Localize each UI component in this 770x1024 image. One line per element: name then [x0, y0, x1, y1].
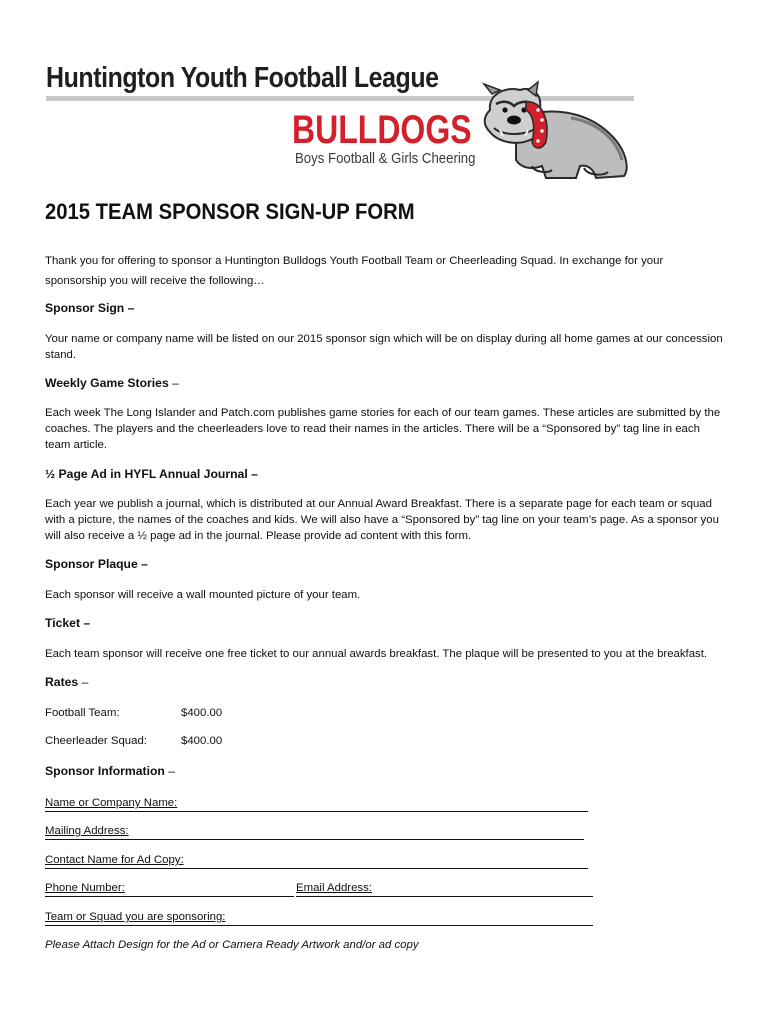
- section-heading-ticket: Ticket –: [45, 616, 91, 630]
- phone-field-label: Phone Number:: [45, 882, 125, 894]
- heading-text: Rates: [45, 675, 79, 689]
- rate-value-cheer: $400.00: [181, 735, 223, 747]
- team-squad-field[interactable]: [45, 910, 593, 926]
- footer-note: Please Attach Design for the Ad or Camera Ready Artwork and/or ad copy: [45, 939, 419, 951]
- email-address-field[interactable]: [296, 881, 593, 897]
- heading-text: Sponsor Information: [45, 764, 165, 778]
- intro-paragraph: Thank you for offering to sponsor a Huntington Bulldogs Youth Football Team or Cheerleading Squad. In exchange for your sponsorship you will receive the following…: [45, 255, 664, 287]
- section-body-weekly-stories: Each week The Long Islander and Patch.com publishes game stories for each of our team games. These articles are submitted by the coaches. The players and the cheerleaders love to read their names in the articles. There will be a “Sponsored by” tag line in each team article.: [45, 407, 721, 451]
- name-field-label: Name or Company Name:: [45, 797, 178, 809]
- section-body-journal-ad: Each year we publish a journal, which is distributed at our Annual Award Breakfast. There is a separate page for each team or squad with a picture, the names of the coaches and kids. We will also have a “Sponsored by” tag line on your team’s page. As a sponsor you will also receive a ½ page ad in the journal. Please provide ad content with this form.: [45, 498, 719, 542]
- section-heading-weekly-stories: [45, 376, 179, 390]
- section-body-plaque: Each sponsor will receive a wall mounted picture of your team.: [45, 589, 361, 601]
- section-heading-journal-ad: ½ Page Ad in HYFL Annual Journal –: [45, 467, 258, 481]
- mailing-field-label: Mailing Address:: [45, 825, 129, 837]
- rate-label-football: Football Team:: [45, 707, 120, 719]
- heading-text: Weekly Game Stories: [45, 376, 169, 390]
- team-tagline: Boys Football & Girls Cheering: [295, 150, 476, 167]
- contact-name-field[interactable]: [45, 853, 588, 869]
- team-field-label: Team or Squad you are sponsoring:: [45, 911, 226, 923]
- section-heading-rates: [45, 675, 88, 689]
- rate-value-football: $400.00: [181, 707, 223, 719]
- section-body-sponsor-sign: Your name or company name will be listed on our 2015 sponsor sign which will be on display during all home games at our concession stand.: [45, 333, 723, 361]
- section-heading-plaque: Sponsor Plaque –: [45, 557, 148, 571]
- section-heading-sponsor-sign: Sponsor Sign –: [45, 301, 135, 315]
- team-name-logo: BULLDOGS: [292, 108, 472, 152]
- phone-number-field[interactable]: [45, 881, 294, 897]
- mailing-address-field[interactable]: [45, 824, 584, 840]
- heading-dash: –: [168, 376, 179, 390]
- heading-dash: –: [164, 764, 176, 778]
- rate-label-cheer: Cheerleader Squad:: [45, 735, 147, 747]
- contact-field-label: Contact Name for Ad Copy:: [45, 854, 184, 866]
- league-name: Huntington Youth Football League: [46, 62, 439, 94]
- name-field[interactable]: [45, 796, 588, 812]
- heading-dash: –: [78, 675, 89, 689]
- section-heading-sponsor-info: [45, 764, 175, 778]
- bulldog-mascot-icon: [476, 80, 634, 182]
- page-title: 2015 TEAM SPONSOR SIGN-UP FORM: [45, 199, 415, 224]
- section-body-ticket: Each team sponsor will receive one free ticket to our annual awards breakfast. The plaque will be presented to you at the breakfast.: [45, 648, 708, 660]
- email-field-label: Email Address:: [296, 882, 372, 894]
